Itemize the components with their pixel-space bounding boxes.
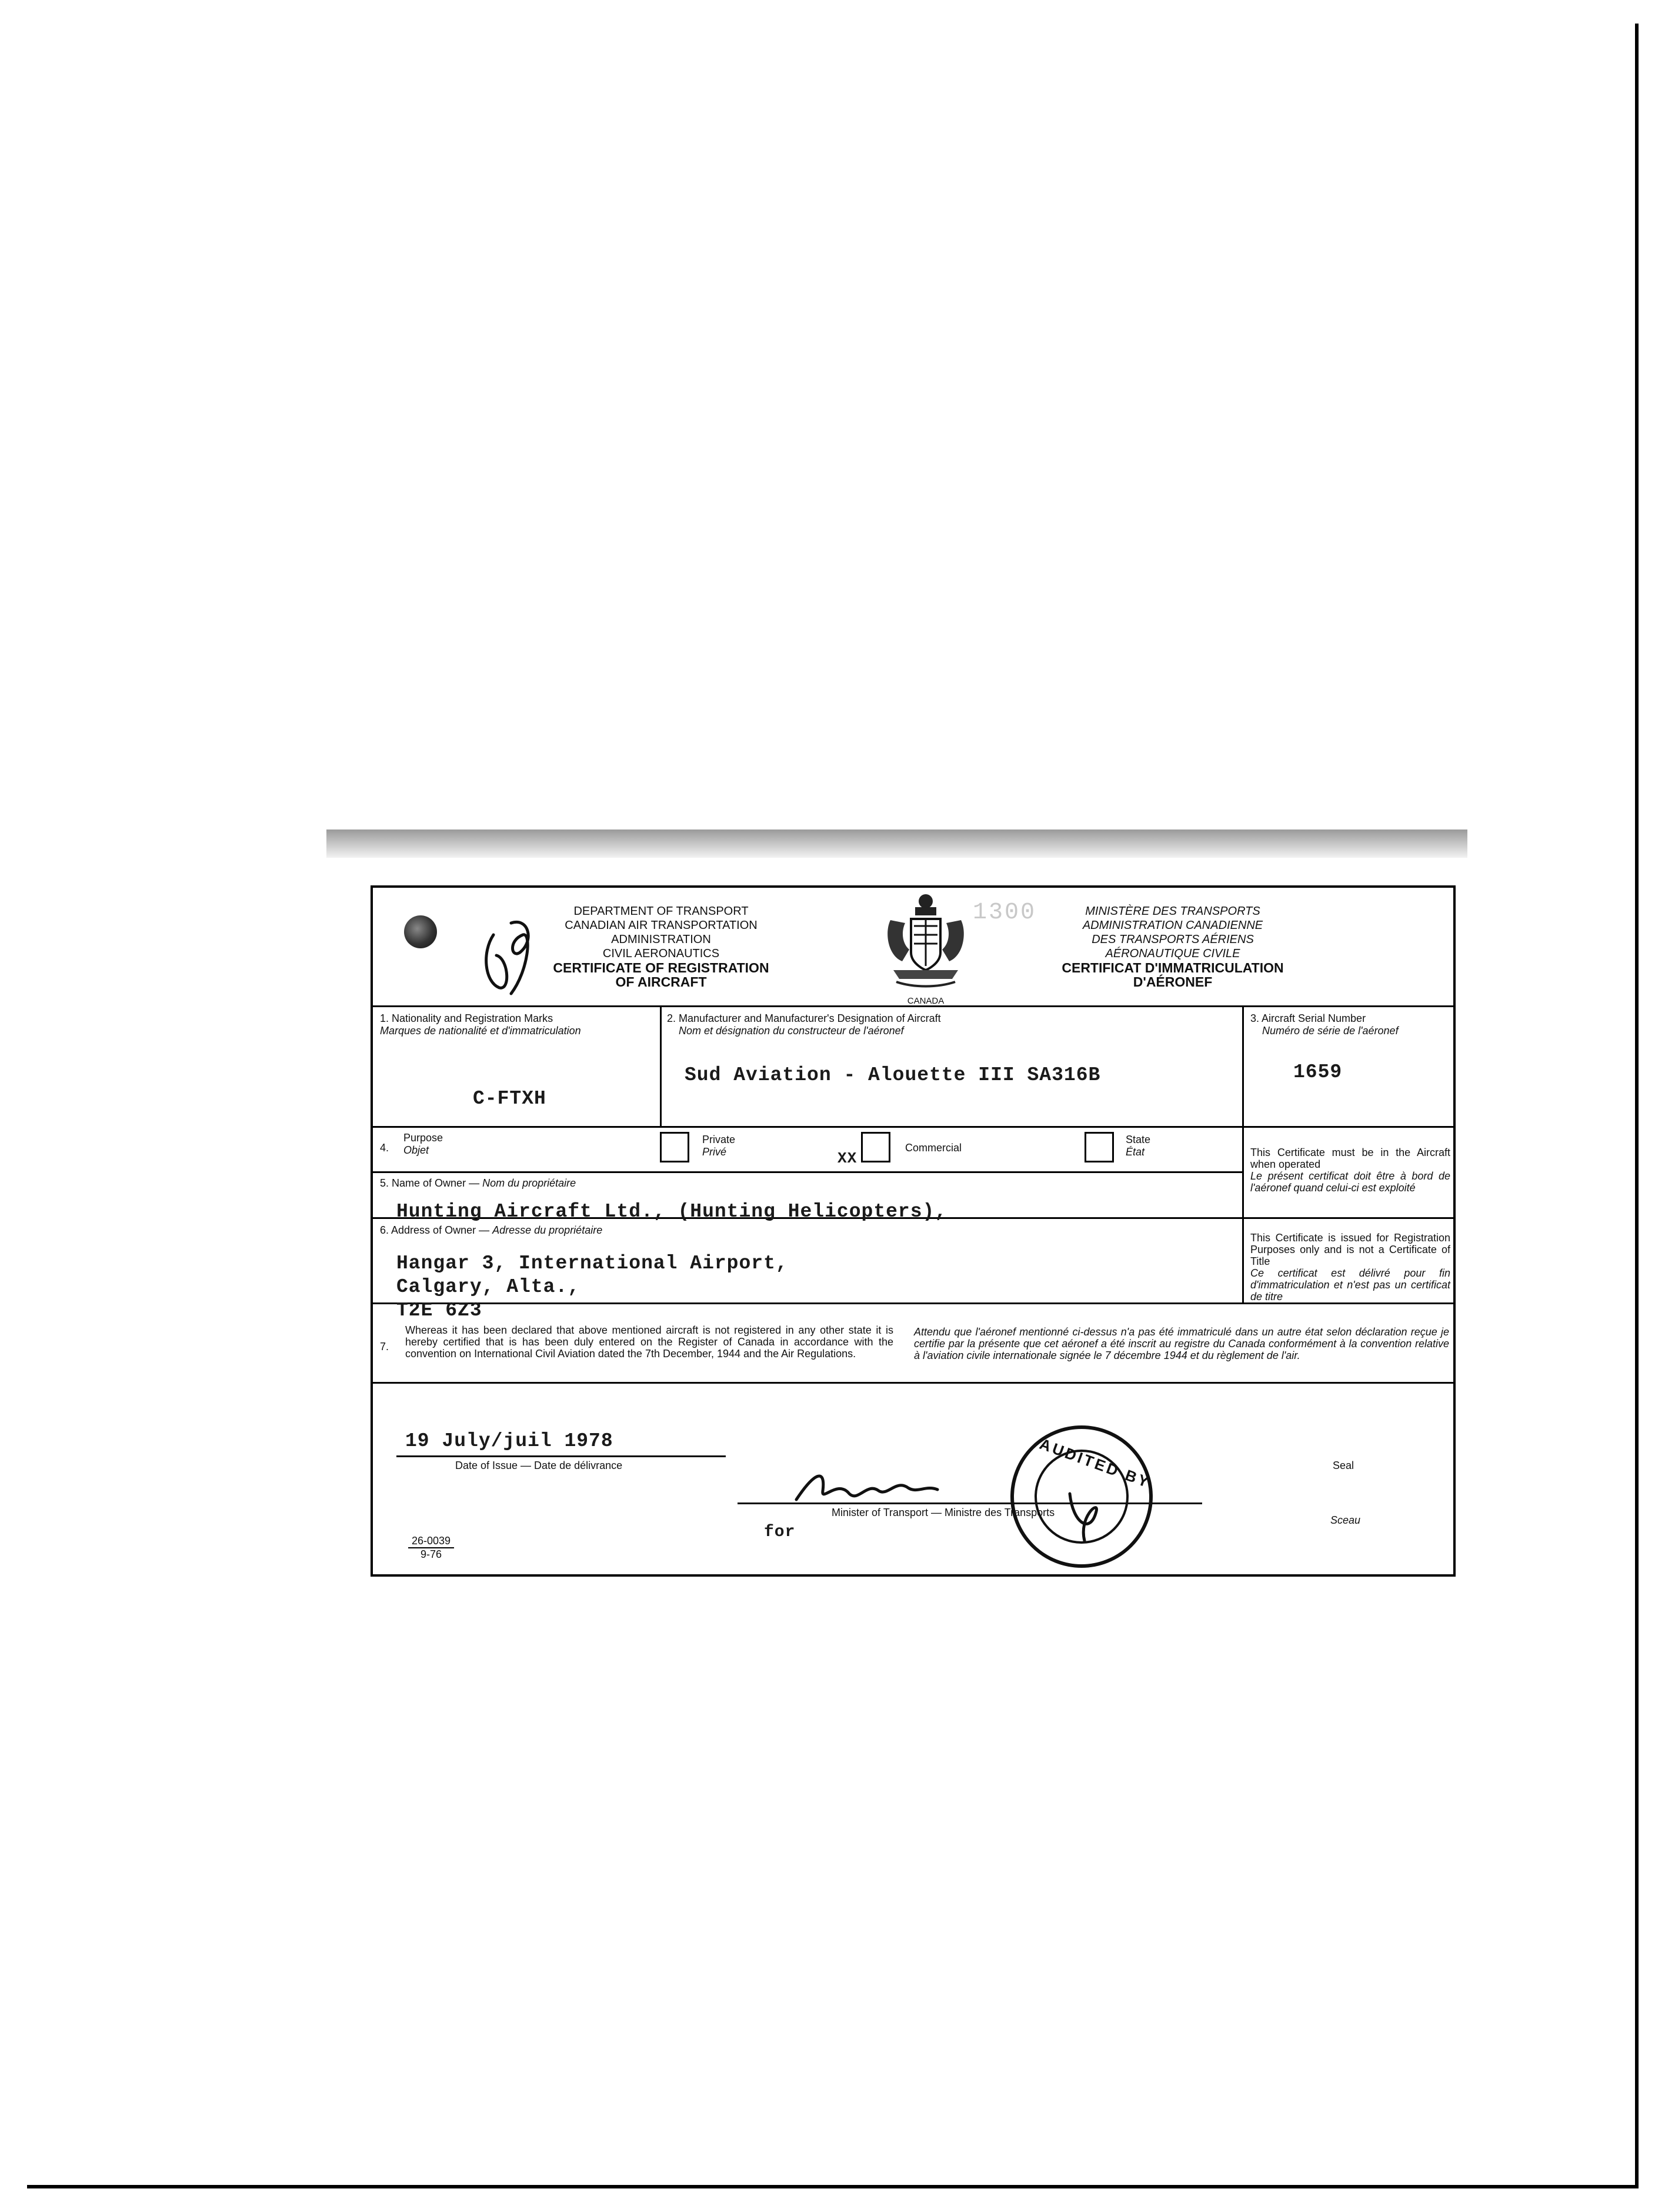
field-3-label xyxy=(1250,1012,1450,1037)
field-1-label-en: 1. Nationality and Registration Marks xyxy=(380,1012,553,1024)
operated-note-en: This Certificate must be in the Aircraft when operated xyxy=(1250,1147,1450,1170)
serial-number: 1659 xyxy=(1293,1061,1343,1083)
seal-label: Seal xyxy=(1333,1460,1354,1471)
divider xyxy=(1242,1005,1244,1302)
whereas-en: Whereas it has been declared that above mentioned aircraft is not registered in any other state it is hereby certified that is has been duly entered on the Register of Canada in accordance with the convention on International Civil Aviation dated the 7th December, 1944 and the Air Regulations. xyxy=(405,1324,893,1360)
coat-caption: CANADA xyxy=(907,996,945,1006)
divider xyxy=(373,1126,1455,1128)
audited-stamp xyxy=(1008,1423,1155,1570)
field-2-label-en: 2. Manufacturer and Manufacturer's Designation of Aircraft xyxy=(667,1012,941,1024)
state-label-fr: État xyxy=(1126,1146,1145,1158)
sceau-label: Sceau xyxy=(1330,1514,1361,1526)
for-label: for xyxy=(764,1523,796,1541)
field-5-label-fr: Nom du propriétaire xyxy=(482,1177,576,1189)
owner-address-line: Hangar 3, International Airport, xyxy=(396,1252,788,1274)
owner-address-line: T2E 6Z3 xyxy=(396,1300,482,1321)
field-1-label xyxy=(380,1012,656,1037)
form-number-code: 26-0039 xyxy=(408,1535,454,1548)
divider xyxy=(373,1382,1455,1384)
divider xyxy=(373,1171,1242,1173)
divider xyxy=(373,1302,1455,1304)
cert-title-en: CERTIFICATE OF REGISTRATION xyxy=(553,960,769,975)
private-label-fr: Privé xyxy=(702,1146,727,1158)
commercial-mark: XX xyxy=(838,1150,857,1167)
registration-mark: C-FTXH xyxy=(473,1088,546,1110)
operated-note-fr: Le présent certificat doit être à bord de l'aéronef quand celui-ci est exploité xyxy=(1250,1170,1450,1194)
scan-shadow xyxy=(326,830,1467,858)
header-en-line: CANADIAN AIR TRANSPORTATION xyxy=(565,919,758,932)
form-number xyxy=(408,1535,454,1561)
field-6-label-fr: Adresse du propriétaire xyxy=(492,1224,603,1236)
header-fr-line: AÉRONAUTIQUE CIVILE xyxy=(1105,947,1240,960)
header-fr-line: DES TRANSPORTS AÉRIENS xyxy=(1092,933,1254,946)
state-label xyxy=(1126,1134,1150,1158)
handwritten-mark xyxy=(476,900,540,1000)
private-label xyxy=(702,1134,735,1158)
commercial-label: Commercial xyxy=(905,1142,962,1154)
purpose-label xyxy=(403,1132,443,1157)
punch-hole xyxy=(404,915,437,948)
operated-note xyxy=(1250,1147,1450,1194)
cert-title-en: OF AIRCRAFT xyxy=(615,974,707,990)
field-7-number: 7. xyxy=(380,1341,389,1352)
minister-label: Minister of Transport — Ministre des Transports xyxy=(832,1507,1055,1518)
aircraft-designation: Sud Aviation - Alouette III SA316B xyxy=(685,1064,1101,1086)
cert-title-fr: D'AÉRONEF xyxy=(1133,974,1213,990)
field-6-label-en: 6. Address of Owner xyxy=(380,1224,476,1236)
title-note xyxy=(1250,1232,1450,1302)
whereas-fr: Attendu que l'aéronef mentionné ci-dessus n'a pas été immatriculé dans un autre état selon déclaration reçue je certifie par la présente que cet aéronef a été inscrit au registre du Canada conformément à la convention relative à l'aviation civile internationale signée le 7 décembre 1944 et du règlement de l'air. xyxy=(914,1326,1449,1361)
certificate xyxy=(371,885,1456,1577)
date-line xyxy=(396,1455,726,1457)
field-3-label-fr: Numéro de série de l'aéronef xyxy=(1262,1025,1399,1037)
field-2-label xyxy=(667,1012,1232,1037)
divider xyxy=(660,1005,662,1126)
commercial-checkbox xyxy=(861,1132,890,1162)
faint-stamp: 1300 xyxy=(973,900,1037,926)
issue-date: 19 July/juil 1978 xyxy=(405,1430,613,1452)
owner-name: Hunting Aircraft Ltd., (Hunting Helicopters), xyxy=(396,1201,947,1222)
date-label: Date of Issue — Date de délivrance xyxy=(455,1460,623,1471)
field-5-label: 5. Name of Owner — Nom du propriétaire xyxy=(380,1177,576,1189)
owner-address-line: Calgary, Alta., xyxy=(396,1276,580,1298)
header-en-line: ADMINISTRATION xyxy=(611,933,711,946)
header-en-line: DEPARTMENT OF TRANSPORT xyxy=(573,905,749,918)
field-6-label: 6. Address of Owner — Adresse du propriétaire xyxy=(380,1224,603,1236)
field-2-label-fr: Nom et désignation du constructeur de l'aéronef xyxy=(679,1025,904,1037)
coat-of-arms-icon xyxy=(879,891,973,994)
purpose-label-en: Purpose xyxy=(403,1132,443,1144)
cert-title-fr: CERTIFICAT D'IMMATRICULATION xyxy=(1062,960,1284,975)
purpose-label-fr: Objet xyxy=(403,1144,429,1156)
header-fr xyxy=(1026,904,1320,989)
field-5-label-en: 5. Name of Owner xyxy=(380,1177,466,1189)
header-fr-line: MINISTÈRE DES TRANSPORTS xyxy=(1085,905,1260,918)
state-checkbox xyxy=(1085,1132,1114,1162)
header-en-line: CIVIL AERONAUTICS xyxy=(602,947,720,960)
field-3-label-en: 3. Aircraft Serial Number xyxy=(1250,1012,1366,1024)
header-fr-line: ADMINISTRATION CANADIENNE xyxy=(1082,919,1263,932)
title-note-fr: Ce certificat est délivré pour fin d'immatriculation et n'est pas un certificat de titre xyxy=(1250,1267,1450,1302)
header-en xyxy=(532,904,790,989)
title-note-en: This Certificate is issued for Registration Purposes only and is not a Certificate of Title xyxy=(1250,1232,1450,1267)
private-checkbox xyxy=(660,1132,689,1162)
state-label-en: State xyxy=(1126,1134,1151,1145)
field-4-number: 4. xyxy=(380,1142,389,1154)
field-1-label-fr: Marques de nationalité et d'immatriculation xyxy=(380,1025,581,1037)
form-revision: 9-76 xyxy=(421,1548,442,1560)
private-label-en: Private xyxy=(702,1134,736,1145)
stamp-text: AUDITED BY xyxy=(1037,1435,1153,1492)
